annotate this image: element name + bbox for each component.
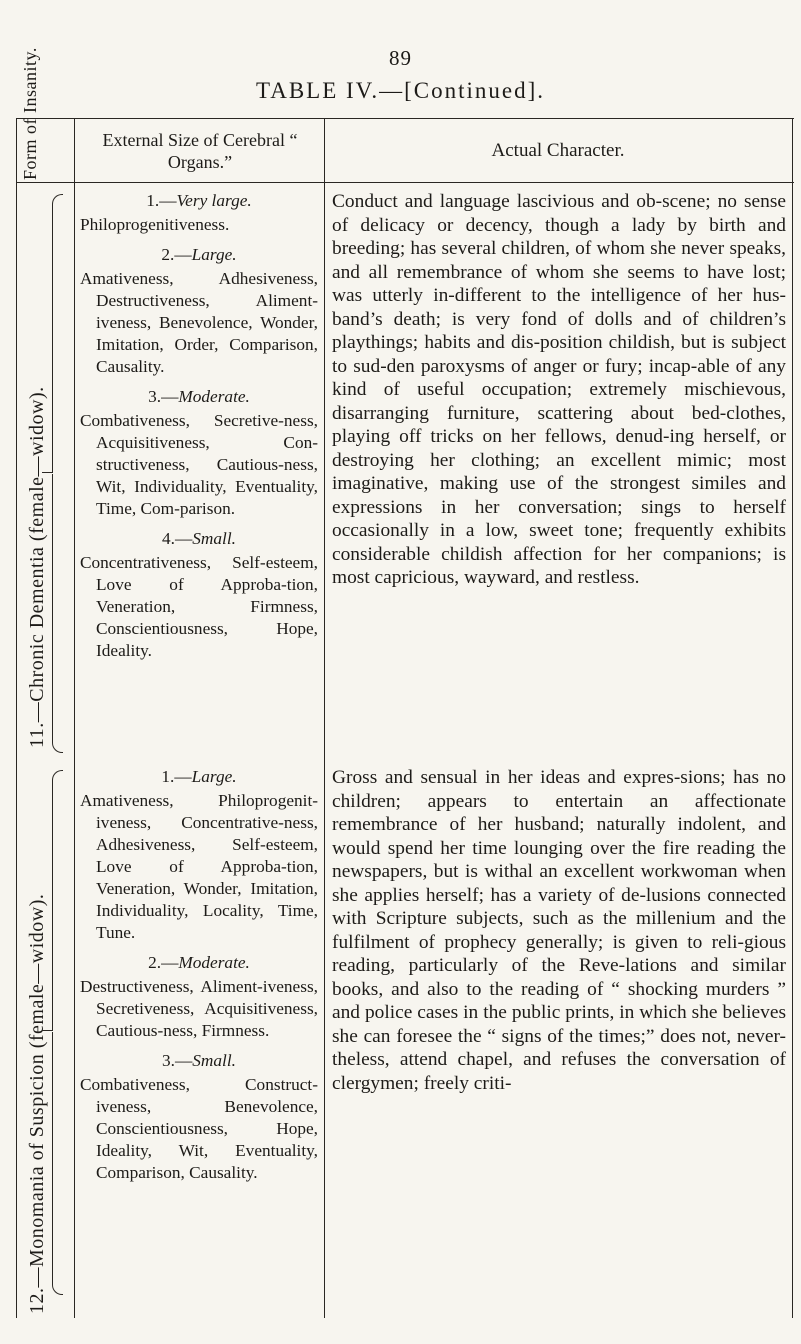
table-title: TABLE IV.—[Continued]. (256, 78, 545, 103)
row-11-level-4-organs: Concentrativeness, Self-esteem, Love of Approba-tion, Veneration, Firmness, Conscientiousness, Hope, Ideality. (80, 553, 318, 660)
row-11-level-1-organs: Philoprogenitiveness. (80, 215, 230, 234)
row-11-level-2-organs: Amativeness, Adhesiveness, Destructiveness, Aliment-iveness, Benevolence, Wonder, Imitation, Order, Comparison, Causality. (80, 269, 318, 376)
form-column-rule (74, 118, 75, 1318)
row-12-level-3-organs: Combativeness, Construct-iveness, Benevolence, Conscientiousness, Hope, Ideality, Wit, Eventuality, Comparison, Causality. (80, 1075, 318, 1182)
organs-header (78, 122, 322, 180)
row-12-level-1: 1.—Large. (161, 767, 237, 786)
page-number: 89 (389, 46, 412, 70)
character-header-text: Actual Character. (491, 140, 625, 161)
row-11-level-3: 3.—Moderate. (148, 387, 250, 406)
table-left-rule (16, 118, 17, 1318)
character-header (326, 122, 790, 180)
row-11-level-2: 2.—Large. (161, 245, 237, 264)
row-12-level-3: 3.—Small. (162, 1051, 236, 1070)
row-11-level-1: 1.—Very large. (146, 191, 252, 210)
form-header (20, 47, 40, 180)
form-header-text: Form of Insanity. (20, 47, 40, 180)
table-top-rule (16, 118, 794, 119)
row-12-character: Gross and sensual in her ideas and expres-sions; has no children; appears to entertain an affectionate remembrance of her husband; naturally indolent, and would spend her time lounging over the fire reading the newspapers, but is withal an excellent workwoman when she applies herself; has a variety of de-lusions connected with Scripture subjects, such as the millenium and the fulfilment of prophecy generally; is given to reli-gious reading, particularly of the Reve-lations and similar books, and also to the reading of “ shocking murders ” and police cases in the public prints, in which she believes she can foresee the “ signs of the times;” does not, never-theless, attend chapel, and refuses the conversation of clergymen; freely criti- (332, 767, 786, 1094)
header-rule (16, 182, 794, 183)
row-12-level-1-organs: Amativeness, Philoprogenit-iveness, Concentrative-ness, Adhesiveness, Self-esteem, Love of Approba-tion, Veneration, Wonder, Imitation, Individuality, Locality, Time, Tune. (80, 791, 318, 942)
row-11-level-4: 4.—Small. (162, 529, 236, 548)
row-11-form (26, 386, 49, 748)
row-12-form (26, 894, 49, 1314)
row-12-level-2-organs: Destructiveness, Aliment-iveness, Secretiveness, Acquisitiveness, Cautious-ness, Firmness. (80, 977, 318, 1040)
row-12-form-text: 12.—Monomania of Suspicion (female—widow). (26, 893, 48, 1314)
row-11-form-text: 11.—Chronic Dementia (female—widow). (26, 386, 48, 748)
organs-header-text: External Size of Cerebral “ Organs.” (102, 130, 298, 172)
row-11-organs (80, 190, 318, 670)
row-11-level-3-organs: Combativeness, Secretive-ness, Acquisitiveness, Con-structiveness, Cautious-ness, Wit, Individuality, Eventuality, Time, Com-parison. (80, 411, 318, 518)
row-12-organs (80, 766, 318, 1192)
row-12-level-2: 2.—Moderate. (148, 953, 250, 972)
row-11-character: Conduct and language lascivious and ob-scene; no sense of delicacy or decency, though a lady by birth and breeding; has several children, of whom she never speaks, and all remembrance of whom she seems to have lost; was utterly in-different to the intelligence of her hus-band’s death; is very fond of dolls and of children’s playthings; habits and dis-position childish, but is subject to sud-den paroxysms of anger or fury; incap-able of any kind of useful occupation; extremely mischievous, disarranging furniture, scattering about bed-clothes, playing off tricks on her fellows, denud-ing herself, or destroying her clothing; an excellent mimic; most imaginative, making use of the strongest similes and expressions in her conversation; sings to herself occasionally in a low, sweet tone; frequently exhibits considerable childish affection for her companions; is most capricious, wayward, and restless. (332, 191, 786, 588)
table-right-rule (792, 118, 793, 1318)
organs-column-rule (324, 118, 325, 1318)
